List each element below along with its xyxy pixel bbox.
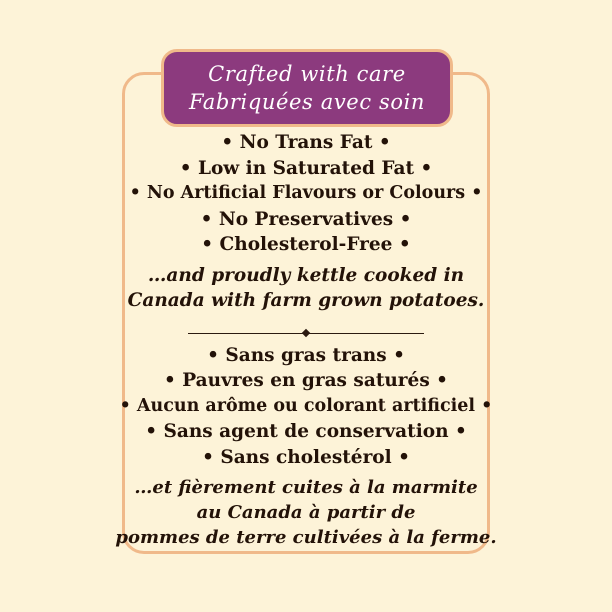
claim-item: • Low in Saturated Fat • [179,157,433,179]
claim-item: • Pauvres en gras saturés • [163,370,449,392]
banner-headline-en: Crafted with care [208,62,406,86]
english-note-line: Canada with farm grown potatoes. [127,290,485,312]
french-claims-list [120,343,493,471]
claim-item: • Cholesterol-Free • [201,234,411,255]
french-note-line: …et fièrement cuites à la marmite [134,476,478,498]
english-claims-list [130,130,483,258]
claim-item: • No Artificial Flavours or Colours • [129,183,483,203]
english-note-line: …and proudly kettle cooked in [147,265,465,287]
claims-content [115,130,497,550]
claim-item: • Sans agent de conservation • [145,421,467,443]
claim-item: • Sans gras trans • [207,344,405,366]
section-divider [188,324,424,332]
claim-item: • Aucun arôme ou colorant artificiel • [119,395,493,416]
french-note-line: au Canada à partir de [196,501,416,523]
claim-item: • Sans cholestérol • [202,446,410,468]
english-note [128,263,485,313]
crafted-with-care-banner [161,49,453,127]
claim-item: • No Preservatives • [200,208,412,230]
french-note-line: pommes de terre cultivées à la ferme. [115,526,497,548]
french-note [115,475,496,550]
divider-diamond-icon [302,329,310,337]
banner-headline-fr: Fabriquées avec soin [188,90,426,114]
claim-item: • No Trans Fat • [221,132,391,153]
